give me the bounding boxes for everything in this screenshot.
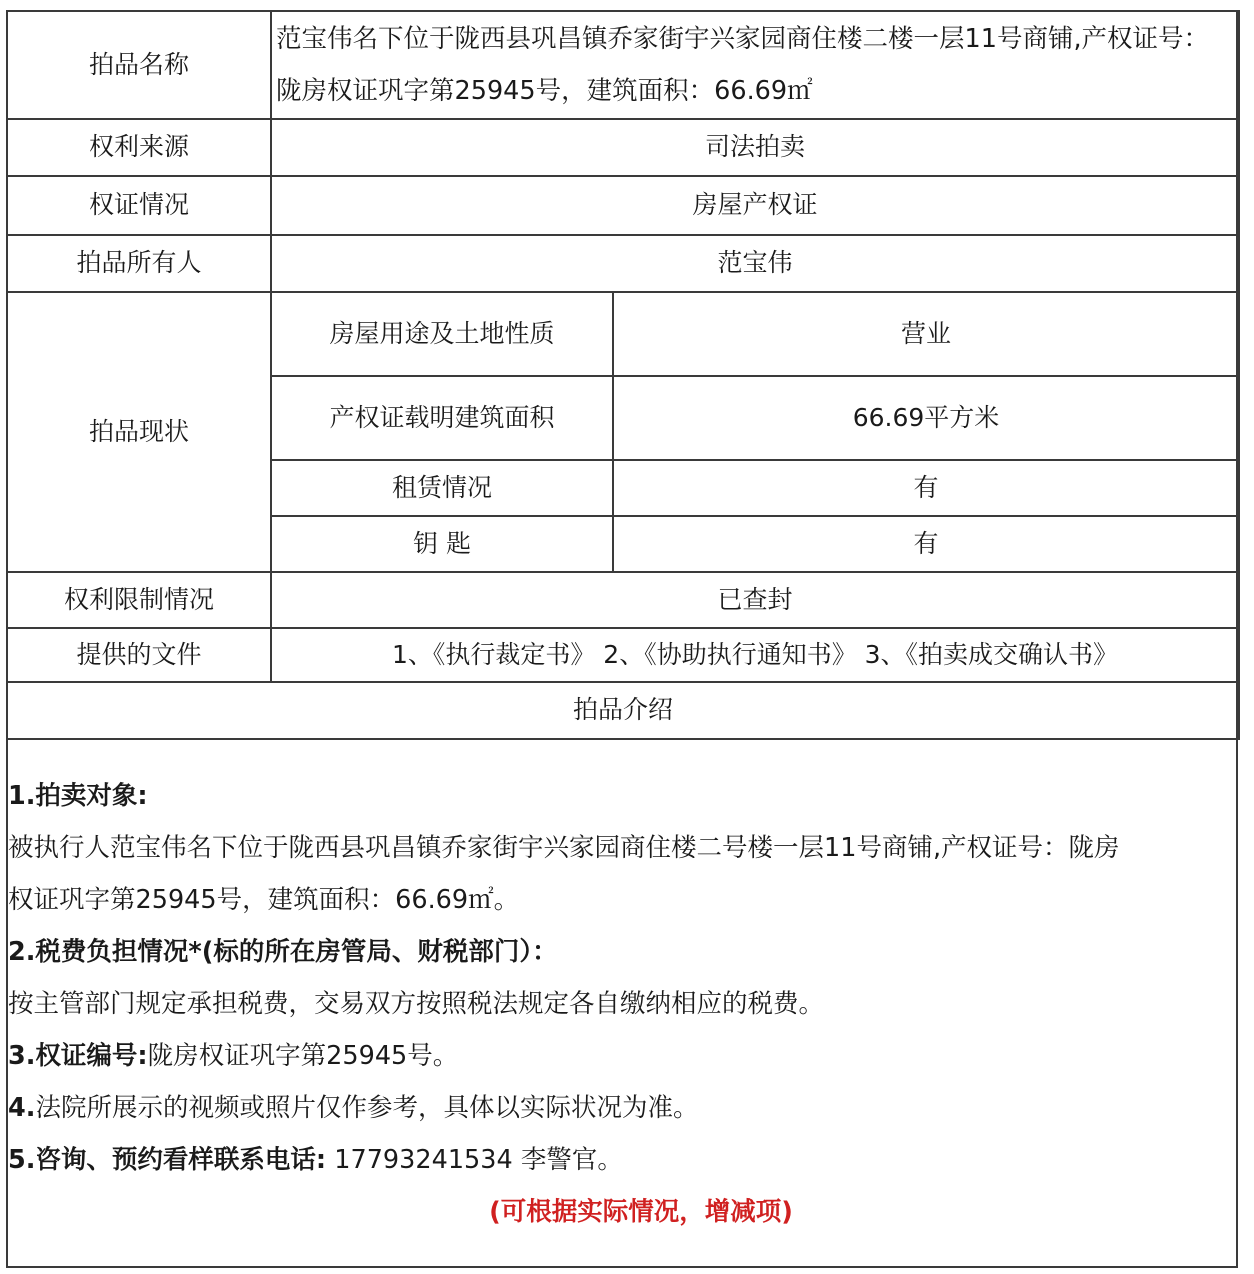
status-row-label: 房屋用途及土地性质 [271, 292, 613, 376]
status-row-label: 钥 匙 [271, 516, 613, 572]
intro-item-1-line-2: 权证巩字第25945号，建筑面积：66.69㎡。 [8, 885, 520, 915]
restriction-value: 已查封 [271, 572, 1239, 628]
intro-item-3-body: 陇房权证巩字第25945号。 [147, 1041, 459, 1071]
intro-item-4-title: 4. [8, 1093, 36, 1123]
intro-item-4 [8, 1082, 1234, 1134]
intro-item-4-body: 法院所展示的视频或照片仅作参考，具体以实际状况为准。 [35, 1093, 699, 1123]
restriction-label: 权利限制情况 [7, 572, 271, 628]
item-name-value: 范宝伟名下位于陇西县巩昌镇乔家街宇兴家园商住楼二楼一层11号商铺,产权证号：陇房权证巩字第25945号，建筑面积：66.69㎡ [271, 11, 1239, 119]
status-row-value: 有 [613, 460, 1239, 516]
intro-section [8, 770, 1234, 1238]
documents-label: 提供的文件 [7, 628, 271, 682]
intro-header: 拍品介绍 [7, 682, 1239, 739]
adjust-items-note: (可根据实际情况，增减项) [489, 1197, 793, 1227]
intro-item-3-title: 3.权证编号: [8, 1041, 148, 1071]
intro-item-1-title: 1.拍卖对象: [8, 781, 148, 811]
intro-item-1-line-1: 被执行人范宝伟名下位于陇西县巩昌镇乔家街宇兴家园商住楼二号楼一层11号商铺,产权证号：陇房 [8, 833, 1120, 863]
status-row-value: 有 [613, 516, 1239, 572]
status-row-value: 营业 [613, 292, 1239, 376]
intro-item-3 [8, 1030, 1234, 1082]
intro-item-2-title: 2.税费负担情况*(标的所在房管局、财税部门）： [8, 937, 558, 967]
rights-source-value: 司法拍卖 [271, 119, 1239, 176]
status-row-value: 66.69平方米 [613, 376, 1239, 460]
status-row-label: 租赁情况 [271, 460, 613, 516]
owner-value: 范宝伟 [271, 235, 1239, 292]
intro-item-5 [8, 1134, 1234, 1186]
certificate-label: 权证情况 [7, 176, 271, 235]
status-label: 拍品现状 [7, 292, 271, 572]
rights-source-label: 权利来源 [7, 119, 271, 176]
item-name-label: 拍品名称 [7, 11, 271, 119]
certificate-value: 房屋产权证 [271, 176, 1239, 235]
intro-item-5-body: 17793241534 李警官。 [326, 1145, 623, 1175]
status-row-label: 产权证载明建筑面积 [271, 376, 613, 460]
intro-item-5-title: 5.咨询、预约看样联系电话: [8, 1145, 327, 1175]
intro-item-2-body: 按主管部门规定承担税费，交易双方按照税法规定各自缴纳相应的税费。 [8, 989, 825, 1019]
auction-info-table [6, 10, 1240, 740]
owner-label: 拍品所有人 [7, 235, 271, 292]
documents-value: 1、《执行裁定书》 2、《协助执行通知书》 3、《拍卖成交确认书》 [271, 628, 1239, 682]
